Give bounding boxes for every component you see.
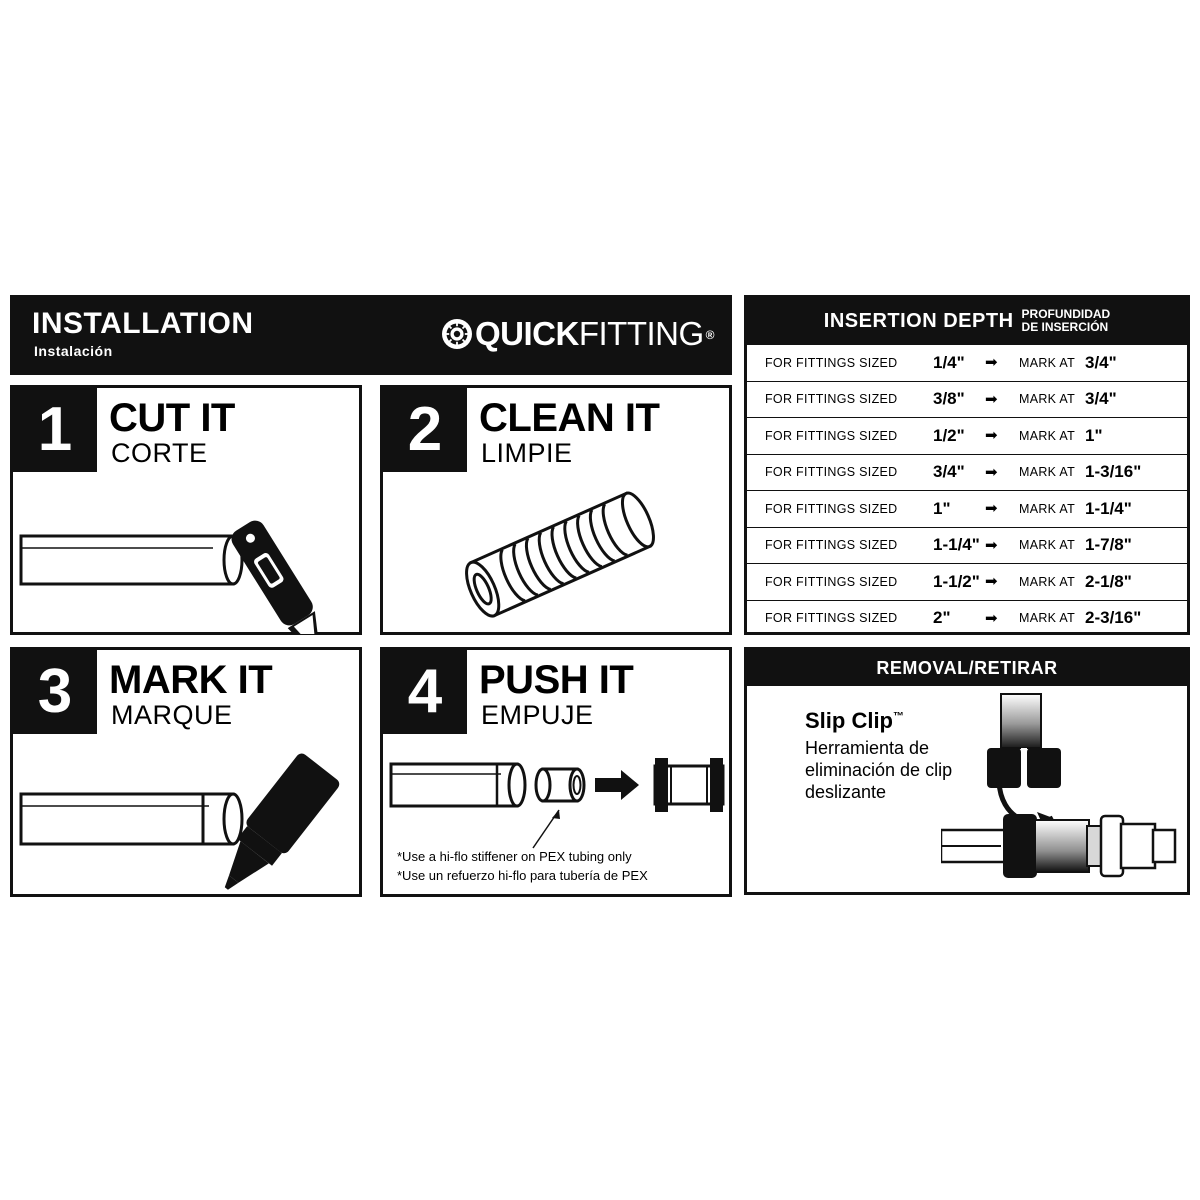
page-title: INSTALLATION: [32, 307, 254, 340]
removal-section: [744, 647, 1190, 895]
step-title: PUSH IT: [479, 658, 634, 702]
table-row: [747, 417, 1187, 454]
removal-header: REMOVAL/RETIRAR: [747, 650, 1187, 686]
fitting-size: 1": [933, 498, 951, 518]
right-arrow-icon: ➡: [985, 536, 998, 554]
step-card-push-it: [380, 647, 732, 897]
fitting-size: 1/4": [933, 352, 965, 372]
right-arrow-icon: ➡: [985, 500, 998, 518]
step-number: 3: [13, 650, 97, 734]
instruction-sheet: [0, 285, 1200, 905]
step-number: 2: [383, 388, 467, 472]
row-mid: MARK AT: [1019, 574, 1076, 589]
table-row: [747, 344, 1187, 381]
brand-name-bold: QUICK: [475, 315, 579, 352]
step-subtitle: CORTE: [111, 438, 208, 468]
right-arrow-icon: ➡: [985, 463, 998, 481]
mark-depth: 2-3/16": [1085, 608, 1142, 628]
insertion-depth-header: [747, 298, 1187, 344]
right-arrow-icon: ➡: [985, 390, 998, 408]
brand-logo: [441, 315, 714, 353]
mark-depth: 3/4": [1085, 389, 1117, 409]
table-row: [747, 600, 1187, 637]
step-subtitle: EMPUJE: [481, 700, 594, 730]
fitting-size: 3/4": [933, 462, 965, 482]
fitting-size: 1-1/4": [933, 535, 980, 555]
step-title: CLEAN IT: [479, 396, 660, 440]
right-arrow-icon: ➡: [985, 354, 998, 372]
pipe-and-utility-knife-illustration: [13, 474, 359, 634]
row-prefix: FOR FITTINGS SIZED: [765, 501, 898, 516]
fitting-size: 1/2": [933, 425, 965, 445]
row-mid: MARK AT: [1019, 465, 1076, 480]
row-prefix: FOR FITTINGS SIZED: [765, 392, 898, 407]
row-mid: MARK AT: [1019, 611, 1076, 626]
table-row: [747, 454, 1187, 491]
row-mid: MARK AT: [1019, 538, 1076, 553]
row-prefix: FOR FITTINGS SIZED: [765, 355, 898, 370]
step-subtitle: MARQUE: [111, 700, 233, 730]
row-mid: MARK AT: [1019, 501, 1076, 516]
brand-name-light: FITTING: [578, 315, 704, 352]
table-row: [747, 381, 1187, 418]
mark-depth: 1-7/8": [1085, 535, 1132, 555]
table-row: [747, 490, 1187, 527]
right-arrow-icon: ➡: [985, 427, 998, 445]
mark-depth: 3/4": [1085, 352, 1117, 372]
mark-depth: 1": [1085, 425, 1103, 445]
row-mid: MARK AT: [1019, 428, 1076, 443]
slip-clip-description: Herramienta de eliminación de clip deslizante: [805, 738, 953, 802]
mark-depth: 2-1/8": [1085, 571, 1132, 591]
row-mid: MARK AT: [1019, 355, 1076, 370]
step-footnote: [397, 848, 648, 886]
row-prefix: FOR FITTINGS SIZED: [765, 574, 898, 589]
step-subtitle: LIMPIE: [481, 438, 573, 468]
registered-trademark-icon: ®: [705, 328, 714, 342]
slip-clip-removal-tool-illustration: [941, 690, 1181, 890]
slip-clip-title: Slip Clip™: [805, 708, 904, 733]
row-prefix: FOR FITTINGS SIZED: [765, 538, 898, 553]
right-arrow-icon: ➡: [985, 573, 998, 591]
trademark-icon: ™: [893, 710, 904, 723]
step-card-mark-it: [10, 647, 362, 897]
insertion-depth-table: [744, 295, 1190, 635]
step-title: MARK IT: [109, 658, 273, 702]
right-arrow-icon: ➡: [985, 609, 998, 627]
row-mid: MARK AT: [1019, 392, 1076, 407]
step-card-clean-it: [380, 385, 732, 635]
table-row: [747, 527, 1187, 564]
step-card-cut-it: [10, 385, 362, 635]
insertion-depth-title: INSERTION DEPTH: [823, 309, 1014, 332]
mark-depth: 1-1/4": [1085, 498, 1132, 518]
mark-depth: 1-3/16": [1085, 462, 1142, 482]
insertion-depth-title-spanish: PROFUNDIDAD DE INSERCIÓN: [1021, 306, 1111, 334]
fitting-size: 3/8": [933, 389, 965, 409]
step-number: 4: [383, 650, 467, 734]
pipe-end-with-abrasive-cloth-illustration: [383, 474, 729, 634]
row-prefix: FOR FITTINGS SIZED: [765, 465, 898, 480]
installation-section: [10, 295, 732, 895]
gear-icon: [441, 318, 473, 350]
row-prefix: FOR FITTINGS SIZED: [765, 428, 898, 443]
step-footnote-en: *Use a hi-flo stiffener on PEX tubing only: [397, 849, 632, 865]
step-number: 1: [13, 388, 97, 472]
fitting-size: 1-1/2": [933, 571, 980, 591]
installation-header: [10, 295, 732, 375]
reference-section: [744, 295, 1190, 895]
page-title-spanish: Instalación: [34, 343, 113, 359]
step-footnote-es: *Use un refuerzo hi-flo para tubería de PEX: [397, 868, 648, 884]
row-prefix: FOR FITTINGS SIZED: [765, 611, 898, 626]
fitting-size: 2": [933, 608, 951, 628]
table-row: [747, 563, 1187, 600]
pipe-and-marker-illustration: [13, 736, 359, 896]
step-title: CUT IT: [109, 396, 235, 440]
